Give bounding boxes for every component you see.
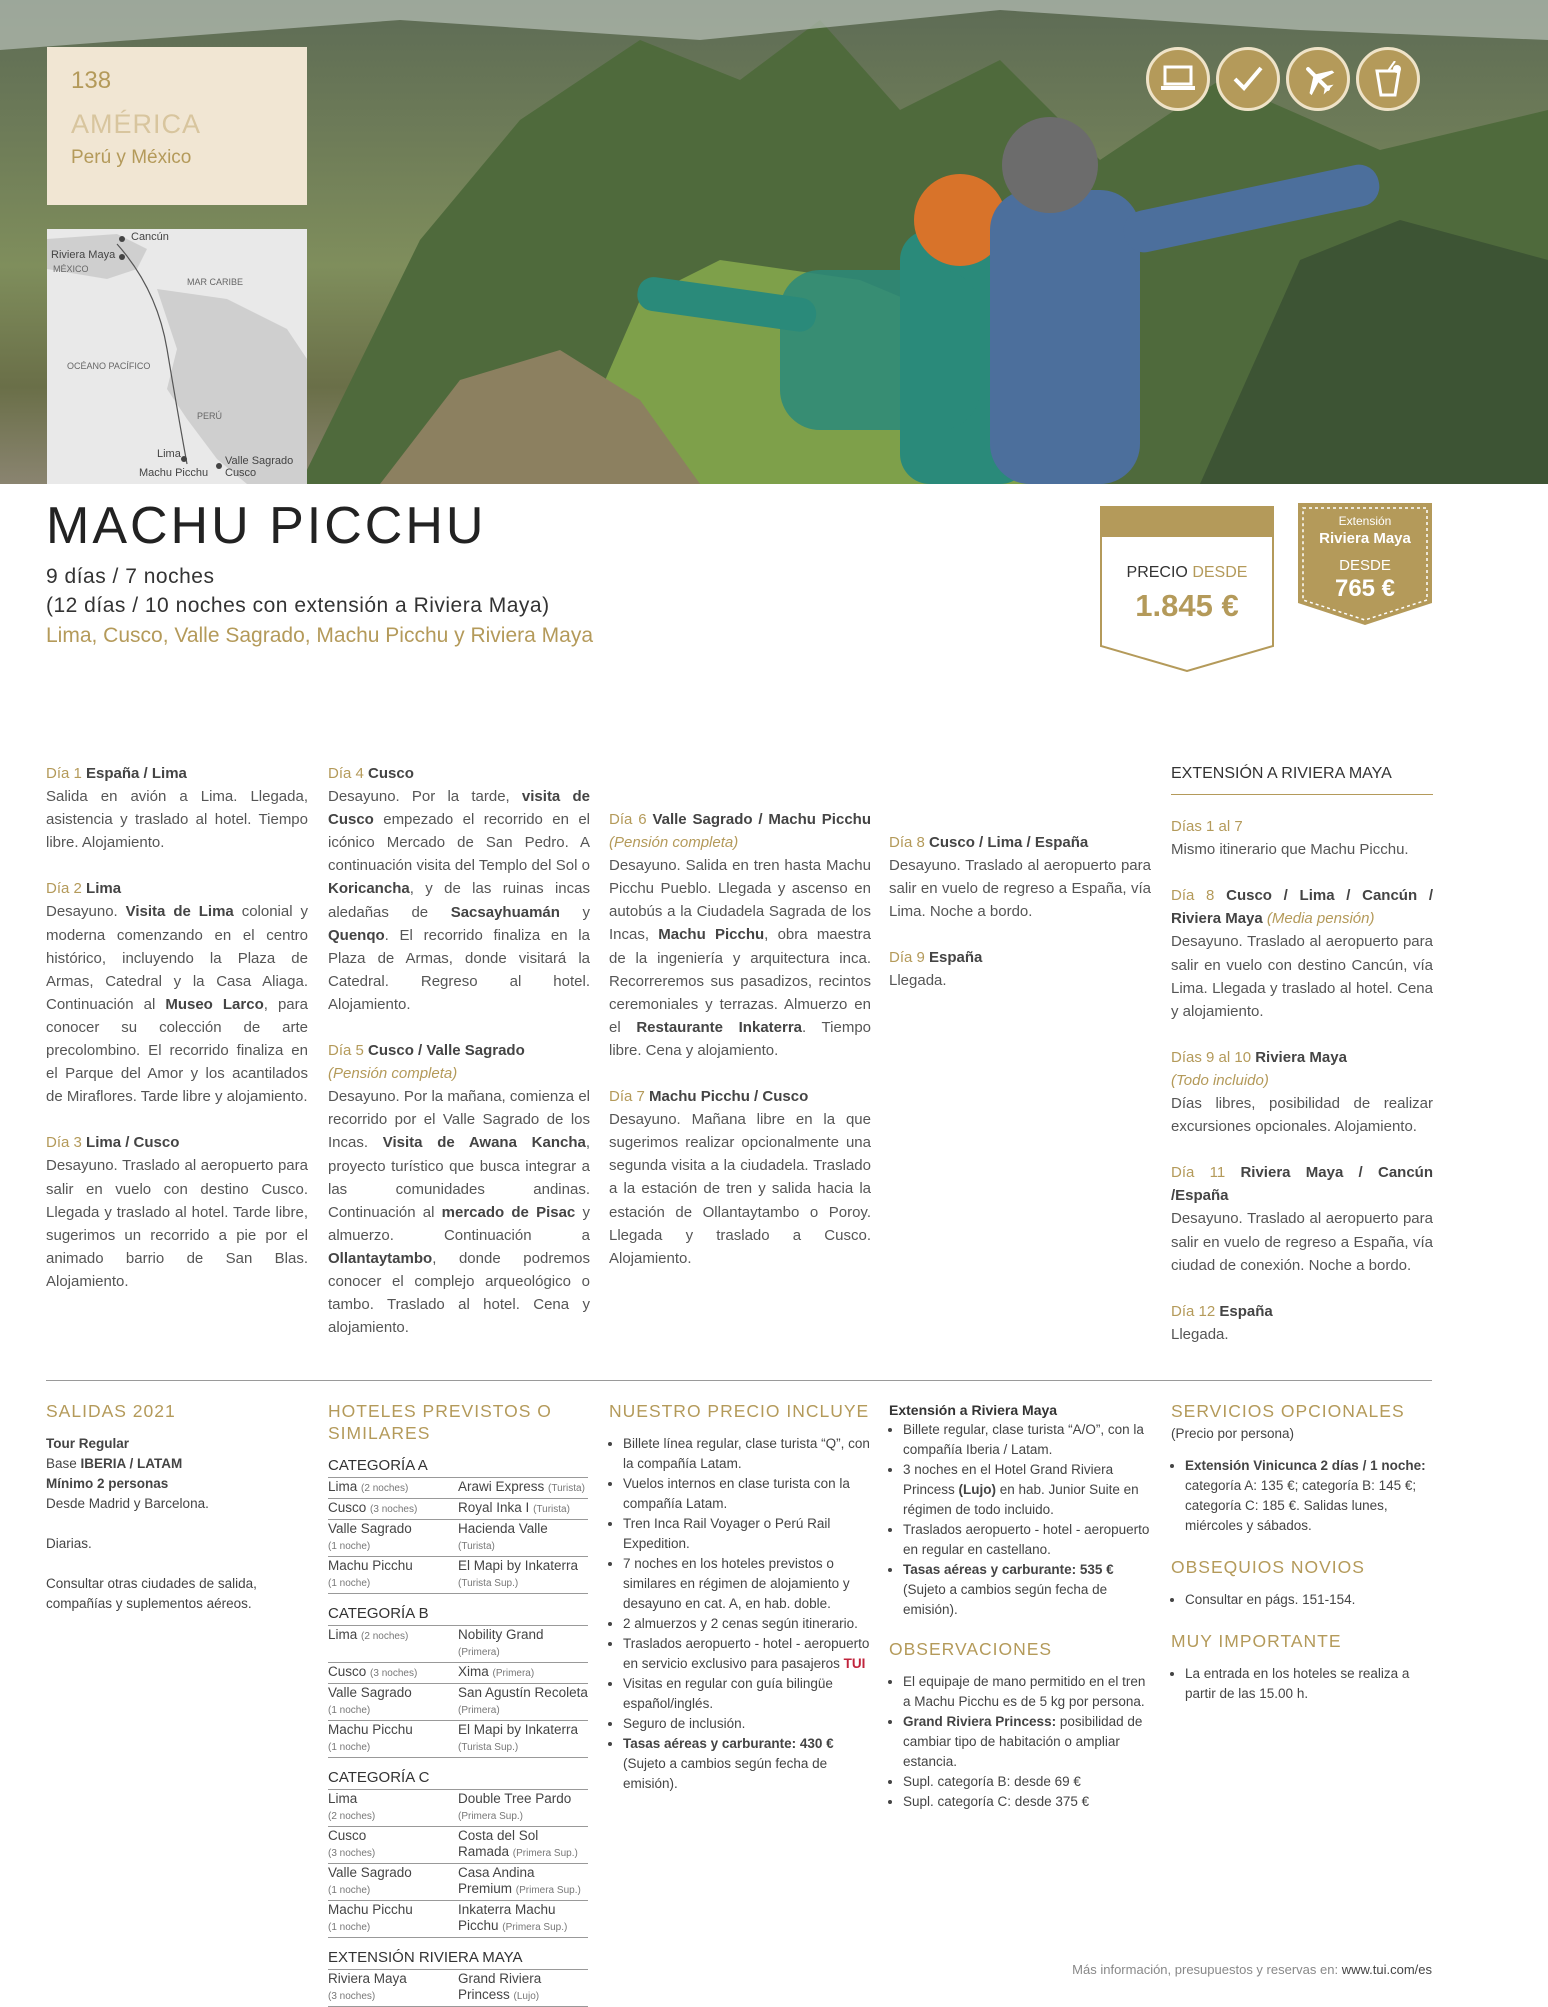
day-text-bold: Visita de Awana Kancha [382,1134,586,1152]
day-text-bold: Ollantaytambo [328,1249,433,1267]
day-title: Lima [86,880,122,898]
hotel-class: (Turista) [533,1504,570,1515]
laptop-icon [1146,47,1210,111]
hotel-row [328,1557,588,1594]
day-text: Desayuno. Salida en tren hasta Machu Picchu Pueblo. Llegada y ascenso en autobús a la Ciudadela Sagrada de los Incas, [609,857,871,944]
day-6 [609,808,871,1062]
day-text: , para conocer su colección de arte precolombino. El recorrido finaliza en el Parque del Amor y los acantilados de Miraflores. Tarde libre y alojamiento. [46,995,308,1106]
hotel-name: Double Tree Pardo [458,1791,572,1806]
salidas-heading: SALIDAS 2021 [46,1401,176,1421]
hotel-nights: (1 noche) [328,1742,371,1753]
hotel-class: (Primera) [458,1647,500,1658]
hotel-city: Lima [328,1479,358,1494]
day-label: Día 4 [328,765,364,782]
itinerary-col-2 [328,762,590,1362]
important-heading: MUY IMPORTANTE [1171,1631,1342,1651]
observation-item: • El equipaje de mano permitido en el tren a Machu Picchu es de 5 kg por persona. [903,1672,1151,1712]
day-text: colonial y moderna comenzando en el centro histórico, incluyendo la Plaza de Armas, Catedral y la Casa Aliaga. Continuación al [46,903,308,1013]
price-label [1100,564,1274,582]
ext-includes-item [903,1560,1151,1620]
optional-item [1185,1456,1433,1536]
optional-text: categoría A: 135 €; categoría B: 145 €; categoría C: 185 €. Salidas lunes, miércoles y sábados. [1185,1478,1417,1533]
ext-badge-label: Extensión [1338,514,1392,528]
day-text: Desayuno. Traslado al aeropuerto para salir en vuelo con destino Cancún, vía Lima. Llegada y traslado al hotel. Cena y alojamiento. [1171,933,1433,1020]
day-text-bold: Koricancha [328,880,410,898]
hotel-row [328,1684,588,1721]
hotel-class: (Turista Sup.) [458,1578,519,1589]
observation-item: • Supl. categoría B: desde 69 € [903,1772,1151,1792]
day-text-bold: Sacsayhuamán [450,903,560,921]
ext-badge-name: Riviera Maya [1319,530,1411,547]
includes-heading: NUESTRO PRECIO INCLUYE [609,1401,870,1421]
hotel-nights: (3 noches) [328,1848,376,1859]
salidas-base-carriers: IBERIA / LATAM [80,1456,183,1471]
hotel-class: (Primera Sup.) [502,1922,568,1933]
countries-label: Perú y México [71,147,192,168]
map-label-peru: PERÚ [197,411,223,421]
day-label: Día 2 [46,880,82,898]
day-text: Desayuno. Traslado al aeropuerto para salir en vuelo de regreso a España, vía ciudad de conexión. Noche a bordo. [1171,1210,1433,1274]
hotel-name: Royal Inka I [458,1500,530,1515]
day-8 [889,831,1151,923]
hotel-nights: (3 noches) [370,1504,418,1515]
map-label-caribe: MAR CARIBE [187,277,244,287]
hotel-name: Costa del Sol Ramada [458,1828,539,1859]
observation-item [903,1712,1151,1772]
hotels-section [328,1400,588,2007]
map-label-cusco: Cusco [225,467,257,479]
hotel-name: Nobility Grand [458,1627,544,1642]
hotel-row [328,1499,588,1520]
hotel-city: Machu Picchu [328,1902,413,1917]
hotel-nights: (3 noches) [328,1991,376,2002]
map-label-machu: Machu Picchu [139,467,209,479]
optional-sub: (Precio por persona) [1171,1426,1295,1441]
map-label-lima: Lima [157,448,181,460]
ext-day-12 [1171,1300,1433,1346]
ext-includes-text: 3 noches en el Hotel Grand Riviera Princess [903,1462,1114,1497]
map-label-riviera: Riviera Maya [51,249,116,261]
page-info-box [47,47,307,205]
ext-includes-item: • Billete regular, clase turista “A/O”, con la compañía Iberia / Latam. [903,1420,1151,1460]
price-box [1100,506,1274,672]
day-text: Desayuno. [46,903,126,921]
important-list [1171,1664,1433,1704]
price-amount: 1.845 € [1135,588,1239,623]
day-title: Machu Picchu / Cusco [649,1088,809,1106]
salidas-note: Consultar otras ciudades de salida, compañías y suplementos aéreos. [46,1576,257,1611]
day-text-bold: Restaurante Inkaterra [636,1018,803,1036]
hotel-name: Casa Andina Premium [458,1865,535,1896]
ext-includes-taxes: Tasas aéreas y carburante: 535 € [903,1562,1114,1577]
hotel-nights: (1 noche) [328,1578,371,1589]
ext-includes-text: (Sujeto a cambios según fecha de emisión). [903,1582,1108,1617]
duration-main: 9 días / 7 noches [46,565,215,588]
extension-includes-section [889,1400,1151,1812]
day-text: Desayuno. Por la tarde, [328,788,522,806]
hotel-nights: (1 noche) [328,1705,371,1716]
day-label: Día 5 [328,1042,364,1060]
hotel-name: El Mapi by Inkaterra [458,1722,579,1737]
extension-heading: EXTENSIÓN A RIVIERA MAYA [1171,762,1433,795]
hotel-name: Inkaterra Machu Picchu [458,1902,556,1933]
day-label: Día 1 [46,765,82,782]
map-label-valle: Valle Sagrado [225,455,294,467]
includes-item: • 2 almuerzos y 2 cenas según itinerario. [623,1614,871,1634]
hotel-class: (Primera Sup.) [458,1811,524,1822]
ext-includes-bold: (Lujo) [958,1482,997,1497]
hotel-name: San Agustín Recoleta [458,1685,588,1700]
observations-heading: OBSERVACIONES [889,1639,1053,1659]
salidas-tour: Tour Regular [46,1436,130,1451]
important-item: • La entrada en los hoteles se realiza a partir de las 15.00 h. [1185,1664,1433,1704]
day-title: España / Lima [86,765,187,782]
hotel-category-b: CATEGORÍA B [328,1604,588,1626]
itinerary-col-4 [889,831,1151,1016]
day-text: Desayuno. Traslado al aeropuerto para salir en vuelo con destino Cusco. Llegada y traslado al hotel. Tarde libre, sugerimos un recorrido a pie por el animado barrio de San Blas. Alojamiento. [46,1157,308,1290]
map-label-pacifico: OCÉANO PACÍFICO [67,361,151,371]
extension-price-badge [1298,503,1432,625]
hotel-row [328,1478,588,1499]
day-text: . El recorrido finaliza en la Plaza de Armas, donde visitará la Catedral. Regreso al hotel. Alojamiento. [328,926,590,1013]
ext-includes-text: en hab. Junior Suite en régimen de todo incluido. [903,1482,1139,1517]
includes-item: • Seguro de inclusión. [623,1714,871,1734]
ext-includes-list [889,1420,1151,1620]
hotel-name: Grand Riviera Princess [458,1971,542,2002]
day-text: y almuerzo. Continuación a [328,1203,590,1244]
day-label: Día 6 [609,811,647,828]
hotel-nights: (2 noches) [361,1631,409,1642]
salidas-min: Mínimo 2 personas [46,1476,169,1491]
trip-route: Lima, Cusco, Valle Sagrado, Machu Picchu y Riviera Maya [46,624,594,647]
day-text-bold: Museo Larco [165,995,264,1013]
hotel-nights: (2 noches) [328,1811,376,1822]
hotel-city: Valle Sagrado [328,1865,412,1880]
hotel-city: Machu Picchu [328,1722,413,1737]
day-text: y [559,903,591,921]
day-text: Llegada. [889,972,947,990]
hotel-class: (Primera) [458,1705,500,1716]
day-board: (Pensión completa) [609,834,739,852]
day-title: Cusco / Lima / España [929,834,1089,851]
hotel-name: Arawi Express [458,1479,545,1494]
hotel-name: Hacienda Valle [458,1521,548,1536]
hotel-class: (Primera Sup.) [512,1848,578,1859]
footer-link[interactable]: www.tui.com/es [1341,1962,1432,1977]
optional-services-section [1171,1400,1433,1704]
day-2 [46,877,308,1108]
hotel-city: Valle Sagrado [328,1521,412,1536]
day-board: (Todo incluido) [1171,1071,1269,1089]
includes-taxes: Tasas aéreas y carburante: 430 € [623,1736,834,1751]
day-title: Riviera Maya / Cancún /España [1171,1164,1433,1205]
hotel-city: Riviera Maya [328,1971,407,1986]
salidas-base-label: Base [46,1456,81,1471]
hotel-class: (Turista) [458,1541,495,1552]
hotel-row [328,1721,588,1758]
hotel-city: Lima [328,1791,358,1806]
day-label: Día 8 [1171,887,1215,905]
extension-col [1171,762,1433,1369]
day-text-bold: Visita de Lima [125,903,234,921]
day-text: Desayuno. Mañana libre en la que sugerimos realizar opcionalmente una segunda visita a la ciudadela. Traslado a la estación de tren y salida hacia la estación de Ollantaytambo o Poroy. Llegada y traslado a Cusco. Alojamiento. [609,1111,871,1267]
includes-text: (Sujeto a cambios según fecha de emisión). [623,1756,828,1791]
day-label: Día 3 [46,1134,82,1152]
day-label: Día 11 [1171,1164,1226,1182]
observations-list [889,1672,1151,1812]
price-from: DESDE [1192,564,1248,581]
price-label-text: PRECIO [1126,564,1188,581]
ext-badge-amount: 765 € [1334,575,1396,602]
ext-badge-from: DESDE [1339,557,1391,574]
trip-duration [46,562,550,620]
observation-item: • Supl. categoría C: desde 375 € [903,1792,1151,1812]
gifts-heading: OBSEQUIOS NOVIOS [1171,1557,1365,1577]
cocktail-icon [1356,47,1420,111]
day-text-bold: Quenqo [328,926,385,944]
hotel-city: Cusco [328,1500,367,1515]
salidas-section [46,1400,306,1614]
day-text-bold: visita de Cusco [328,788,590,829]
day-label: Día 9 [889,949,925,967]
day-text-bold: mercado de Pisac [441,1203,576,1221]
includes-item: • Billete línea regular, clase turista “Q”, con la compañía Latam. [623,1434,871,1474]
day-3 [46,1131,308,1293]
hotel-nights: (2 noches) [361,1483,409,1494]
duration-extension: (12 días / 10 noches con extensión a Riviera Maya) [46,594,550,617]
includes-text: Traslados aeropuerto - hotel - aeropuerto en servicio exclusivo para pasajeros [623,1636,870,1671]
includes-item [623,1734,871,1794]
includes-item: • Tren Inca Rail Voyager o Perú Rail Expedition. [623,1514,871,1554]
day-5 [328,1039,590,1339]
ext-day-8 [1171,884,1433,1023]
day-7 [609,1085,871,1270]
day-board: (Media pensión) [1266,910,1375,928]
gifts-list [1171,1590,1433,1610]
hotel-class: (Turista) [548,1483,585,1494]
includes-list [609,1434,871,1794]
ext-includes-item: • Traslados aeropuerto - hotel - aeropuerto en regular en castellano. [903,1520,1151,1560]
day-label: Día 8 [889,834,925,851]
ext-includes-heading: Extensión a Riviera Maya [889,1402,1058,1418]
ext-day-11 [1171,1161,1433,1276]
day-9 [889,946,1151,992]
map-label-cancun: Cancún [131,231,169,243]
ext-day-9 [1171,1046,1433,1138]
hotel-row [328,1827,588,1864]
hotel-class: (Primera) [492,1668,535,1679]
hotel-row [328,1864,588,1901]
includes-item: • 7 noches en los hoteles previstos o similares en régimen de alojamiento y desayuno en cat. A, en hab. doble. [623,1554,871,1614]
day-text-bold: Machu Picchu [658,926,765,944]
hotel-row [328,1626,588,1663]
day-text: , proyecto turístico que busca integrar a las comunidades andinas. Continuación al [328,1134,590,1221]
salidas-from: Desde Madrid y Barcelona. [46,1496,209,1511]
hotel-category-extension: EXTENSIÓN RIVIERA MAYA [328,1948,588,1970]
hotel-nights: (1 noche) [328,1922,371,1933]
observation-text: posibilidad de cambiar tipo de habitación o ampliar estancia. [903,1714,1143,1769]
hotel-row [328,1663,588,1684]
day-title: Valle Sagrado / Machu Picchu [652,811,871,828]
trip-title: MACHU PICCHU [46,497,487,555]
map-label-mexico: MÉXICO [53,264,89,274]
optional-heading: SERVICIOS OPCIONALES [1171,1401,1405,1421]
ext-includes-item [903,1460,1151,1520]
day-text: Llegada. [1171,1325,1229,1343]
hotel-row [328,1970,588,2007]
hotel-city: Machu Picchu [328,1558,413,1573]
hotel-class: (Turista Sup.) [458,1742,519,1753]
tui-brand: TUI [843,1656,866,1671]
optional-list [1171,1456,1433,1536]
hotel-row [328,1520,588,1557]
hotel-class: (Lujo) [513,1991,540,2002]
hotel-row [328,1901,588,1938]
hotel-nights: (1 noche) [328,1885,371,1896]
day-title: España [929,949,983,967]
section-divider [46,1380,1432,1381]
airplane-icon [1286,47,1350,111]
day-text: , obra maestra de la ingeniería y arquitectura inca. Recorreremos sus pasadizos, recintos ceremoniales y terrazas. Almuerzo en el [609,926,871,1036]
day-label: Días 9 al 10 [1171,1048,1252,1066]
hotel-name: El Mapi by Inkaterra [458,1558,579,1573]
day-label: Día 12 [1171,1302,1216,1320]
hotel-city: Cusco [328,1664,367,1679]
day-label: Días 1 al 7 [1171,818,1243,836]
day-1 [46,762,308,854]
itinerary-col-1 [46,762,308,1316]
includes-item: • Visitas en regular con guía bilingüe español/inglés. [623,1674,871,1714]
hotel-city: Cusco [328,1828,367,1843]
ext-day-1 [1171,815,1433,861]
hotel-nights: (1 noche) [328,1541,371,1552]
hotel-city: Lima [328,1627,358,1642]
day-text: , donde podremos conocer el complejo arqueológico o tambo. Traslado al hotel. Cena y alojamiento. [328,1249,590,1337]
includes-item [623,1634,871,1674]
day-title: España [1219,1302,1273,1320]
footer-text: Más información, presupuestos y reservas en: [1072,1962,1342,1977]
day-text: Desayuno. Traslado al aeropuerto para salir en vuelo de regreso a España, vía Lima. Noche a bordo. [889,857,1151,921]
region-label: AMÉRICA [71,109,202,139]
day-board: (Pensión completa) [328,1065,458,1083]
includes-section [609,1400,871,1794]
route-map [47,229,307,484]
day-label: Día 7 [609,1088,645,1106]
day-text: Salida en avión a Lima. Llegada, asistencia y traslado al hotel. Tiempo libre. Alojamiento. [46,788,308,852]
day-title: Riviera Maya [1255,1048,1347,1066]
hotel-city: Valle Sagrado [328,1685,412,1700]
day-4 [328,762,590,1016]
hero-photo [0,0,1548,484]
day-title: Cusco [368,765,414,782]
salidas-freq: Diarias. [46,1536,92,1551]
salidas-base [46,1454,306,1474]
hotel-category-c: CATEGORÍA C [328,1768,588,1790]
itinerary-col-3 [609,808,871,1293]
optional-bold: Extensión Vinicunca 2 días / 1 noche: [1185,1458,1426,1473]
day-text: Desayuno. Por la mañana, comienza el recorrido por el Valle Sagrado de los Incas. [328,1088,590,1152]
day-text: Días libres, posibilidad de realizar excursiones opcionales. Alojamiento. [1171,1095,1433,1136]
day-title: Cusco / Lima / Cancún / Riviera Maya [1171,887,1433,928]
day-text: , y de las ruinas incas aledañas de [328,880,590,921]
hotels-heading: HOTELES PREVISTOS O SIMILARES [328,1401,552,1443]
observation-bold: Grand Riviera Princess: [903,1714,1057,1729]
day-text: Mismo itinerario que Machu Picchu. [1171,841,1409,859]
feature-icons [1146,47,1420,111]
hotel-nights: (3 noches) [370,1668,418,1679]
day-text: . Tiempo libre. Cena y alojamiento. [609,1018,872,1059]
footer [1072,1962,1432,1977]
day-title: Cusco / Valle Sagrado [368,1042,525,1060]
check-icon [1216,47,1280,111]
hotel-name: Xima [458,1664,489,1679]
includes-item: • Vuelos internos en clase turista con la compañía Latam. [623,1474,871,1514]
page-number: 138 [71,67,112,94]
day-text: empezado el recorrido en el icónico Mercado de San Pedro. A continuación visita del Templo del Sol o [328,811,590,875]
day-title: Lima / Cusco [86,1134,180,1152]
hotel-class: (Primera Sup.) [515,1885,581,1896]
hotel-category-a: CATEGORÍA A [328,1456,588,1478]
hotel-row [328,1790,588,1827]
gifts-item: • Consultar en págs. 151-154. [1185,1590,1433,1610]
